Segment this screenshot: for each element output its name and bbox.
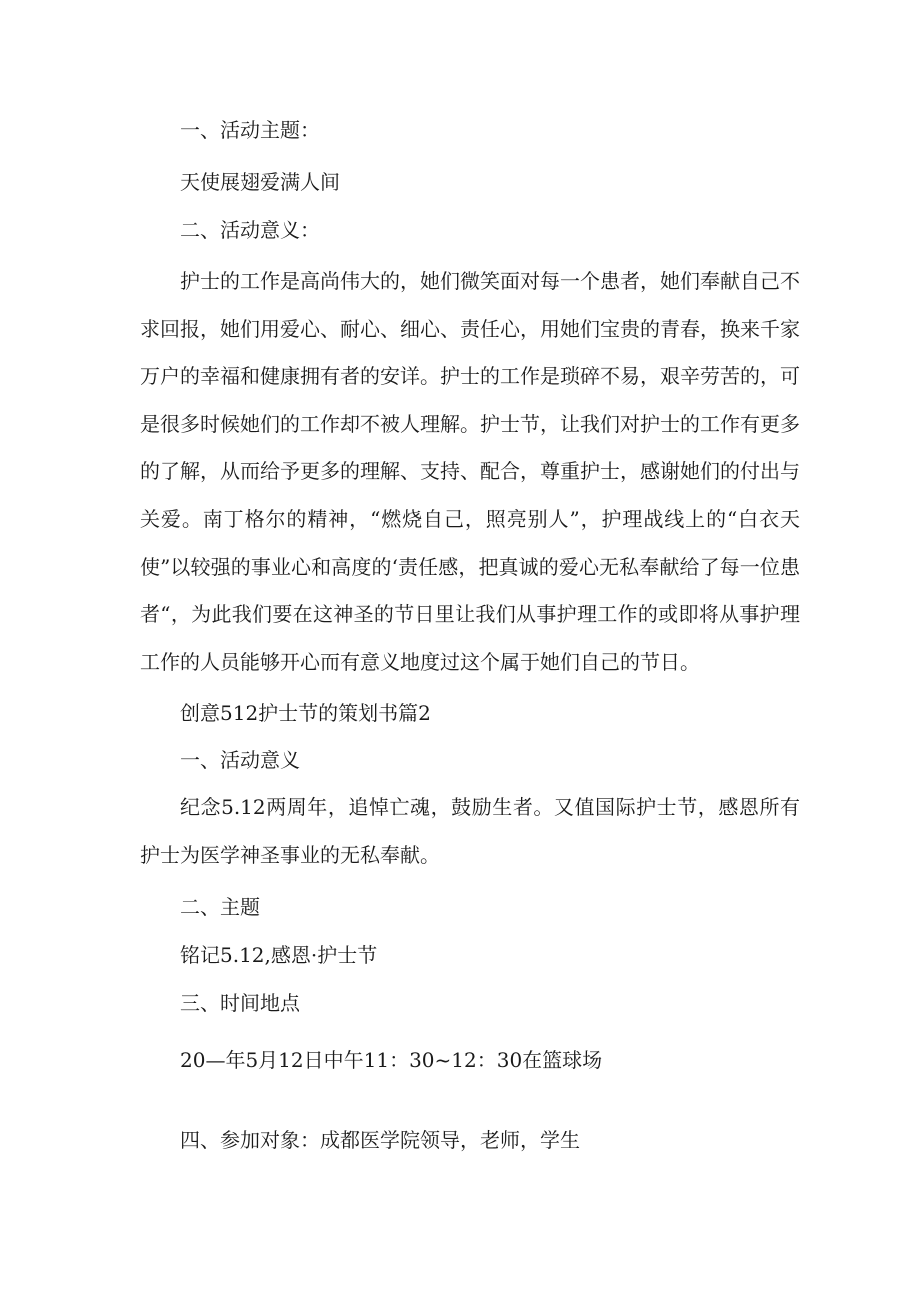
section2-heading-theme: 二、主题 (180, 895, 260, 919)
heading-activity-meaning: 二、活动意义： (180, 218, 320, 242)
section2-participants: 四、参加对象：成都医学院领导，老师，学生 (180, 1128, 580, 1152)
section2-time-place-text: 20—年5月12日中午11：30~12：30在篮球场 (180, 1048, 603, 1072)
section2-heading-meaning: 一、活动意义 (180, 748, 300, 772)
section2-heading-time-place: 三、时间地点 (180, 991, 300, 1015)
heading-activity-theme: 一、活动主题： (180, 118, 320, 142)
activity-meaning-paragraph: 护士的工作是高尚伟大的，她们微笑面对每一个患者，她们奉献自己不求回报，她们用爱心、耐心、细心、责任心，用她们宝贵的青春，换来千家万户的幸福和健康拥有者的安详。护士的工作是琐碎不易，艰辛劳苦的，可是很多时候她们的工作却不被人理解。护士节，让我们对护士的工作有更多的了解，从而给予更多的理解、支持、配合，尊重护士，感谢她们的付出与关爱。南丁格尔的精神，“燃烧自己，照亮别人”，护理战线上的“白衣天使”以较强的事业心和高度的‘责任感，把真诚的爱心无私奉献给了每一位患者“，为此我们要在这神圣的节日里让我们从事护理工作的或即将从事护理工作的人员能够开心而有意义地度过这个属于她们自己的节日。 (140, 269, 800, 674)
section2-title: 创意512护士节的策划书篇2 (180, 701, 431, 725)
activity-theme-text: 天使展翅爱满人间 (180, 170, 340, 194)
section2-theme-text: 铭记5.12,感恩·护士节 (180, 943, 378, 967)
section2-meaning-paragraph: 纪念5.12两周年，追悼亡魂，鼓励生者。又值国际护士节，感恩所有护士为医学神圣事业的无私奉献。 (140, 795, 800, 867)
